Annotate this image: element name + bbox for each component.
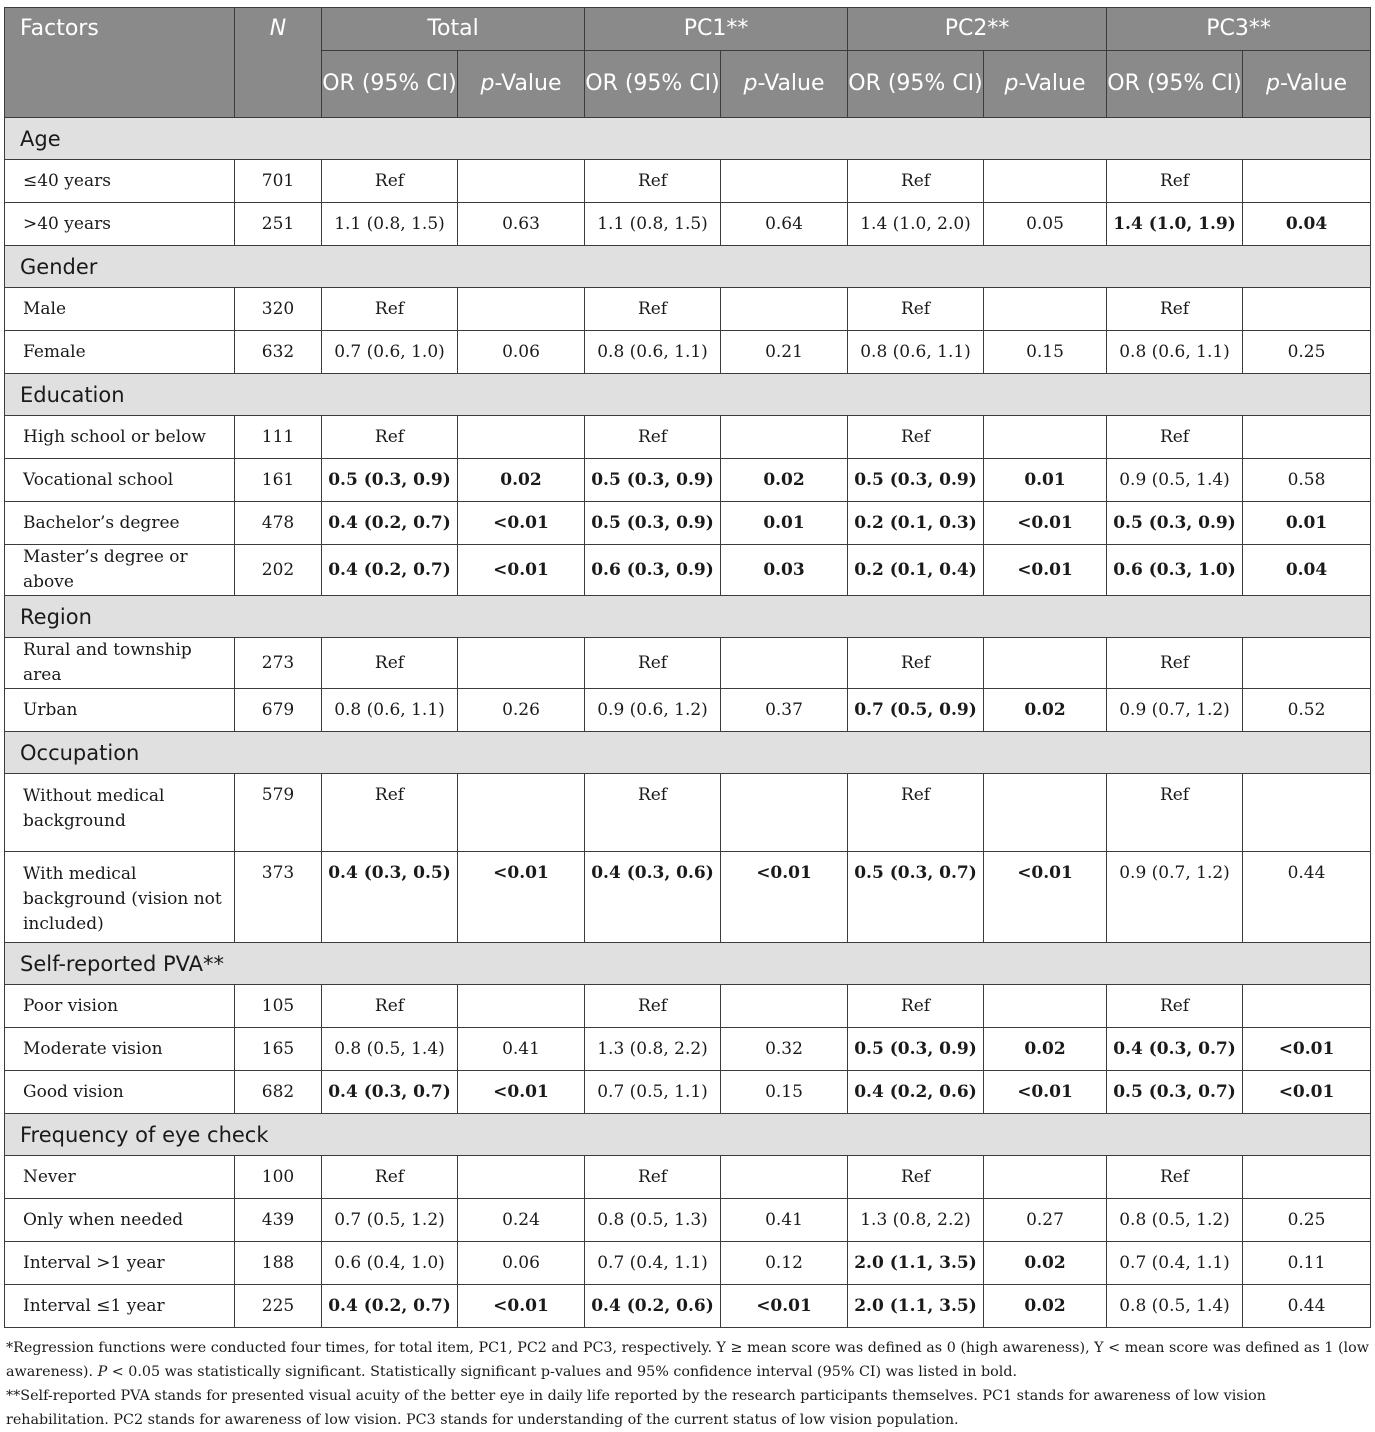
- table-row: [5, 689, 1371, 732]
- footnote-1-p-symbol: P: [97, 1364, 108, 1380]
- section-title: Occupation: [5, 732, 1371, 774]
- table-row: [5, 545, 1371, 596]
- or-value: 0.5 (0.3, 0.9): [848, 1028, 984, 1071]
- header-p-value: [721, 51, 848, 118]
- or-value: 0.5 (0.3, 0.7): [848, 852, 984, 943]
- factor-label: >40 years: [5, 203, 235, 246]
- p-value: <0.01: [721, 1285, 848, 1328]
- p-value: [458, 160, 585, 203]
- or-value: Ref: [1107, 416, 1243, 459]
- p-value: 0.01: [1243, 502, 1371, 545]
- section-title: Gender: [5, 246, 1371, 288]
- table-container: [4, 7, 1370, 1432]
- p-value: [1243, 288, 1371, 331]
- p-value: <0.01: [984, 1071, 1107, 1114]
- n-value: 251: [235, 203, 322, 246]
- p-value: 0.25: [1243, 1199, 1371, 1242]
- table-row: [5, 1071, 1371, 1114]
- table-row: [5, 985, 1371, 1028]
- p-value: [721, 288, 848, 331]
- or-value: 1.4 (1.0, 2.0): [848, 203, 984, 246]
- factor-label: Interval ≤1 year: [5, 1285, 235, 1328]
- or-value: 1.4 (1.0, 1.9): [1107, 203, 1243, 246]
- p-value: 0.05: [984, 203, 1107, 246]
- p-value: 0.25: [1243, 331, 1371, 374]
- or-value: 0.4 (0.3, 0.7): [322, 1071, 458, 1114]
- p-value: 0.64: [721, 203, 848, 246]
- p-value: [721, 774, 848, 852]
- p-value: 0.03: [721, 545, 848, 596]
- n-value: 679: [235, 689, 322, 732]
- or-value: 0.4 (0.2, 0.6): [848, 1071, 984, 1114]
- p-value: <0.01: [458, 1285, 585, 1328]
- or-value: 0.5 (0.3, 0.9): [585, 459, 721, 502]
- header-or: OR (95% CI): [848, 51, 984, 118]
- or-value: Ref: [848, 638, 984, 689]
- p-value: 0.44: [1243, 852, 1371, 943]
- or-value: Ref: [848, 160, 984, 203]
- or-value: 0.4 (0.3, 0.6): [585, 852, 721, 943]
- or-value: 1.3 (0.8, 2.2): [848, 1199, 984, 1242]
- header-factors: Factors: [5, 8, 235, 118]
- table-row: [5, 1028, 1371, 1071]
- p-value: <0.01: [984, 545, 1107, 596]
- factor-label: Bachelor’s degree: [5, 502, 235, 545]
- section-row: [5, 943, 1371, 985]
- section-row: [5, 246, 1371, 288]
- section-title: Education: [5, 374, 1371, 416]
- table-row: [5, 459, 1371, 502]
- or-value: 0.8 (0.6, 1.1): [585, 331, 721, 374]
- table-row: [5, 1242, 1371, 1285]
- p-value: 0.26: [458, 689, 585, 732]
- p-value: 0.11: [1243, 1242, 1371, 1285]
- header-p-value: [458, 51, 585, 118]
- or-value: 0.4 (0.2, 0.7): [322, 1285, 458, 1328]
- or-value: 0.7 (0.5, 1.1): [585, 1071, 721, 1114]
- p-value: [1243, 160, 1371, 203]
- p-value: 0.15: [984, 331, 1107, 374]
- header-p-italic: p: [480, 71, 495, 96]
- p-value: 0.04: [1243, 203, 1371, 246]
- or-value: 0.2 (0.1, 0.4): [848, 545, 984, 596]
- header-p-value: [984, 51, 1107, 118]
- p-value: 0.32: [721, 1028, 848, 1071]
- or-value: Ref: [585, 774, 721, 852]
- p-value: 0.63: [458, 203, 585, 246]
- p-value: [984, 416, 1107, 459]
- p-value: <0.01: [984, 852, 1107, 943]
- p-value: <0.01: [458, 545, 585, 596]
- n-value: 100: [235, 1156, 322, 1199]
- factor-label: High school or below: [5, 416, 235, 459]
- table-row: [5, 160, 1371, 203]
- or-value: 0.2 (0.1, 0.3): [848, 502, 984, 545]
- or-value: 0.4 (0.3, 0.7): [1107, 1028, 1243, 1071]
- p-value: [458, 985, 585, 1028]
- factor-label: Master’s degree or above: [5, 545, 235, 596]
- p-value: 0.27: [984, 1199, 1107, 1242]
- or-value: 0.8 (0.6, 1.1): [1107, 331, 1243, 374]
- p-value: [984, 160, 1107, 203]
- p-value: 0.02: [984, 1285, 1107, 1328]
- or-value: 0.7 (0.6, 1.0): [322, 331, 458, 374]
- header-group-pc1: PC1**: [585, 8, 848, 51]
- factor-label: Never: [5, 1156, 235, 1199]
- footnote-1-text-cont: < 0.05 was statistically significant. Statistically significant p-values and 95% confidence interval (95% CI) was listed in bold.: [107, 1364, 1018, 1380]
- p-value: 0.41: [458, 1028, 585, 1071]
- footnote-2: **Self-reported PVA stands for presented visual acuity of the better eye in daily life reported by the research participants themselves. PC1 stands for awareness of low vision rehabilitation. PC2 stands for awareness of low vision. PC3 stands for understanding of the current status of low vision population.: [6, 1388, 1266, 1428]
- header-p-rest: -Value: [494, 71, 562, 96]
- header-p-italic: p: [1004, 71, 1019, 96]
- or-value: 0.8 (0.6, 1.1): [848, 331, 984, 374]
- header-p-value: [1243, 51, 1371, 118]
- or-value: Ref: [848, 416, 984, 459]
- p-value: [1243, 416, 1371, 459]
- p-value: [984, 638, 1107, 689]
- or-value: 1.1 (0.8, 1.5): [322, 203, 458, 246]
- or-value: 0.8 (0.5, 1.3): [585, 1199, 721, 1242]
- or-value: 0.5 (0.3, 0.9): [322, 459, 458, 502]
- table-row: [5, 288, 1371, 331]
- header-p-italic: p: [743, 71, 758, 96]
- or-value: 0.9 (0.5, 1.4): [1107, 459, 1243, 502]
- or-value: Ref: [1107, 160, 1243, 203]
- or-value: Ref: [322, 985, 458, 1028]
- p-value: [984, 985, 1107, 1028]
- p-value: [984, 774, 1107, 852]
- factor-label: Good vision: [5, 1071, 235, 1114]
- section-row: [5, 118, 1371, 160]
- or-value: 0.6 (0.3, 1.0): [1107, 545, 1243, 596]
- footnote-1: [6, 1336, 1372, 1384]
- factor-label: Urban: [5, 689, 235, 732]
- p-value: <0.01: [721, 852, 848, 943]
- or-value: Ref: [848, 774, 984, 852]
- n-value: 373: [235, 852, 322, 943]
- table-row: [5, 638, 1371, 689]
- p-value: [721, 1156, 848, 1199]
- section-title: Self-reported PVA**: [5, 943, 1371, 985]
- table-row: [5, 1199, 1371, 1242]
- table-row: [5, 852, 1371, 943]
- or-value: Ref: [585, 638, 721, 689]
- or-value: 0.5 (0.3, 0.9): [585, 502, 721, 545]
- or-value: 0.7 (0.4, 1.1): [585, 1242, 721, 1285]
- p-value: 0.06: [458, 331, 585, 374]
- table-row: [5, 1285, 1371, 1328]
- factor-label: Male: [5, 288, 235, 331]
- p-value: 0.02: [984, 1242, 1107, 1285]
- or-value: Ref: [322, 638, 458, 689]
- or-value: Ref: [585, 1156, 721, 1199]
- or-value: 0.8 (0.5, 1.2): [1107, 1199, 1243, 1242]
- p-value: [721, 985, 848, 1028]
- n-value: 188: [235, 1242, 322, 1285]
- p-value: [721, 638, 848, 689]
- p-value: 0.02: [458, 459, 585, 502]
- p-value: 0.41: [721, 1199, 848, 1242]
- p-value: 0.21: [721, 331, 848, 374]
- factor-label: Only when needed: [5, 1199, 235, 1242]
- p-value: [458, 288, 585, 331]
- p-value: 0.06: [458, 1242, 585, 1285]
- p-value: [458, 1156, 585, 1199]
- footnotes: [4, 1336, 1372, 1432]
- p-value: 0.01: [721, 502, 848, 545]
- p-value: [721, 416, 848, 459]
- or-value: 0.9 (0.6, 1.2): [585, 689, 721, 732]
- or-value: 0.8 (0.5, 1.4): [1107, 1285, 1243, 1328]
- or-value: 0.5 (0.3, 0.9): [1107, 502, 1243, 545]
- or-value: Ref: [585, 160, 721, 203]
- p-value: [984, 288, 1107, 331]
- header-p-italic: p: [1265, 71, 1280, 96]
- header-group-pc2: PC2**: [848, 8, 1107, 51]
- factor-label: With medical background (vision not included): [5, 852, 235, 943]
- or-value: 0.7 (0.5, 1.2): [322, 1199, 458, 1242]
- p-value: <0.01: [458, 1071, 585, 1114]
- or-value: Ref: [1107, 288, 1243, 331]
- or-value: Ref: [585, 985, 721, 1028]
- or-value: 2.0 (1.1, 3.5): [848, 1242, 984, 1285]
- table-body: [5, 118, 1371, 1328]
- or-value: Ref: [1107, 1156, 1243, 1199]
- factor-label: Vocational school: [5, 459, 235, 502]
- n-value: 273: [235, 638, 322, 689]
- table-row: [5, 331, 1371, 374]
- p-value: [1243, 638, 1371, 689]
- header-or: OR (95% CI): [322, 51, 458, 118]
- or-value: 0.7 (0.4, 1.1): [1107, 1242, 1243, 1285]
- or-value: Ref: [322, 1156, 458, 1199]
- p-value: 0.24: [458, 1199, 585, 1242]
- table-row: [5, 502, 1371, 545]
- factor-label: Female: [5, 331, 235, 374]
- or-value: Ref: [322, 774, 458, 852]
- or-value: 0.9 (0.7, 1.2): [1107, 689, 1243, 732]
- p-value: [984, 1156, 1107, 1199]
- factor-label: ≤40 years: [5, 160, 235, 203]
- header-or: OR (95% CI): [585, 51, 721, 118]
- p-value: [1243, 985, 1371, 1028]
- or-value: 0.5 (0.3, 0.7): [1107, 1071, 1243, 1114]
- p-value: 0.02: [721, 459, 848, 502]
- p-value: 0.12: [721, 1242, 848, 1285]
- or-value: 0.5 (0.3, 0.9): [848, 459, 984, 502]
- header-or: OR (95% CI): [1107, 51, 1243, 118]
- p-value: 0.52: [1243, 689, 1371, 732]
- p-value: 0.04: [1243, 545, 1371, 596]
- factor-label: Rural and township area: [5, 638, 235, 689]
- or-value: Ref: [1107, 985, 1243, 1028]
- or-value: Ref: [322, 160, 458, 203]
- section-title: Frequency of eye check: [5, 1114, 1371, 1156]
- n-value: 632: [235, 331, 322, 374]
- table-row: [5, 416, 1371, 459]
- p-value: [1243, 774, 1371, 852]
- section-row: [5, 596, 1371, 638]
- footnote-1-text: *Regression functions were conducted four times, for total item, PC1, PC2 and PC3, respectively. Y ≥ mean score was defined as 0 (high awareness), Y < mean score was defined as 1 (low awareness).: [6, 1340, 1369, 1380]
- or-value: Ref: [322, 288, 458, 331]
- p-value: [1243, 1156, 1371, 1199]
- or-value: 0.7 (0.5, 0.9): [848, 689, 984, 732]
- header-p-rest: -Value: [757, 71, 825, 96]
- header-group-total: Total: [322, 8, 585, 51]
- p-value: [458, 638, 585, 689]
- or-value: Ref: [848, 985, 984, 1028]
- header-p-rest: -Value: [1279, 71, 1348, 96]
- p-value: <0.01: [1243, 1028, 1371, 1071]
- p-value: 0.44: [1243, 1285, 1371, 1328]
- or-value: 0.4 (0.3, 0.5): [322, 852, 458, 943]
- or-value: 0.4 (0.2, 0.7): [322, 545, 458, 596]
- n-value: 202: [235, 545, 322, 596]
- p-value: <0.01: [1243, 1071, 1371, 1114]
- section-row: [5, 1114, 1371, 1156]
- p-value: 0.01: [984, 459, 1107, 502]
- p-value: [458, 416, 585, 459]
- or-value: 2.0 (1.1, 3.5): [848, 1285, 984, 1328]
- factor-label: Interval >1 year: [5, 1242, 235, 1285]
- or-value: Ref: [848, 288, 984, 331]
- or-value: Ref: [585, 288, 721, 331]
- n-value: 478: [235, 502, 322, 545]
- p-value: 0.58: [1243, 459, 1371, 502]
- section-title: Region: [5, 596, 1371, 638]
- p-value: 0.37: [721, 689, 848, 732]
- p-value: [458, 774, 585, 852]
- section-row: [5, 374, 1371, 416]
- or-value: Ref: [322, 416, 458, 459]
- p-value: <0.01: [984, 502, 1107, 545]
- or-value: 0.8 (0.5, 1.4): [322, 1028, 458, 1071]
- p-value: <0.01: [458, 502, 585, 545]
- header-n: N: [235, 8, 322, 118]
- factor-label: Moderate vision: [5, 1028, 235, 1071]
- n-value: 165: [235, 1028, 322, 1071]
- header-group-pc3: PC3**: [1107, 8, 1371, 51]
- n-value: 225: [235, 1285, 322, 1328]
- results-table: [4, 7, 1371, 1328]
- factor-label: Without medical background: [5, 774, 235, 852]
- or-value: 0.6 (0.3, 0.9): [585, 545, 721, 596]
- or-value: 0.9 (0.7, 1.2): [1107, 852, 1243, 943]
- or-value: Ref: [585, 416, 721, 459]
- table-row: [5, 203, 1371, 246]
- or-value: Ref: [848, 1156, 984, 1199]
- n-value: 701: [235, 160, 322, 203]
- p-value: 0.02: [984, 1028, 1107, 1071]
- n-value: 111: [235, 416, 322, 459]
- table-row: [5, 1156, 1371, 1199]
- section-row: [5, 732, 1371, 774]
- header-p-rest: -Value: [1018, 71, 1086, 96]
- table-row: [5, 774, 1371, 852]
- or-value: 0.6 (0.4, 1.0): [322, 1242, 458, 1285]
- n-value: 682: [235, 1071, 322, 1114]
- or-value: Ref: [1107, 638, 1243, 689]
- or-value: 0.4 (0.2, 0.6): [585, 1285, 721, 1328]
- p-value: <0.01: [458, 852, 585, 943]
- or-value: 0.4 (0.2, 0.7): [322, 502, 458, 545]
- factor-label: Poor vision: [5, 985, 235, 1028]
- n-value: 320: [235, 288, 322, 331]
- or-value: 1.1 (0.8, 1.5): [585, 203, 721, 246]
- n-value: 161: [235, 459, 322, 502]
- n-value: 105: [235, 985, 322, 1028]
- section-title: Age: [5, 118, 1371, 160]
- p-value: 0.15: [721, 1071, 848, 1114]
- table-header: [5, 8, 1371, 118]
- p-value: 0.02: [984, 689, 1107, 732]
- p-value: [721, 160, 848, 203]
- or-value: Ref: [1107, 774, 1243, 852]
- n-value: 579: [235, 774, 322, 852]
- or-value: 0.8 (0.6, 1.1): [322, 689, 458, 732]
- n-value: 439: [235, 1199, 322, 1242]
- or-value: 1.3 (0.8, 2.2): [585, 1028, 721, 1071]
